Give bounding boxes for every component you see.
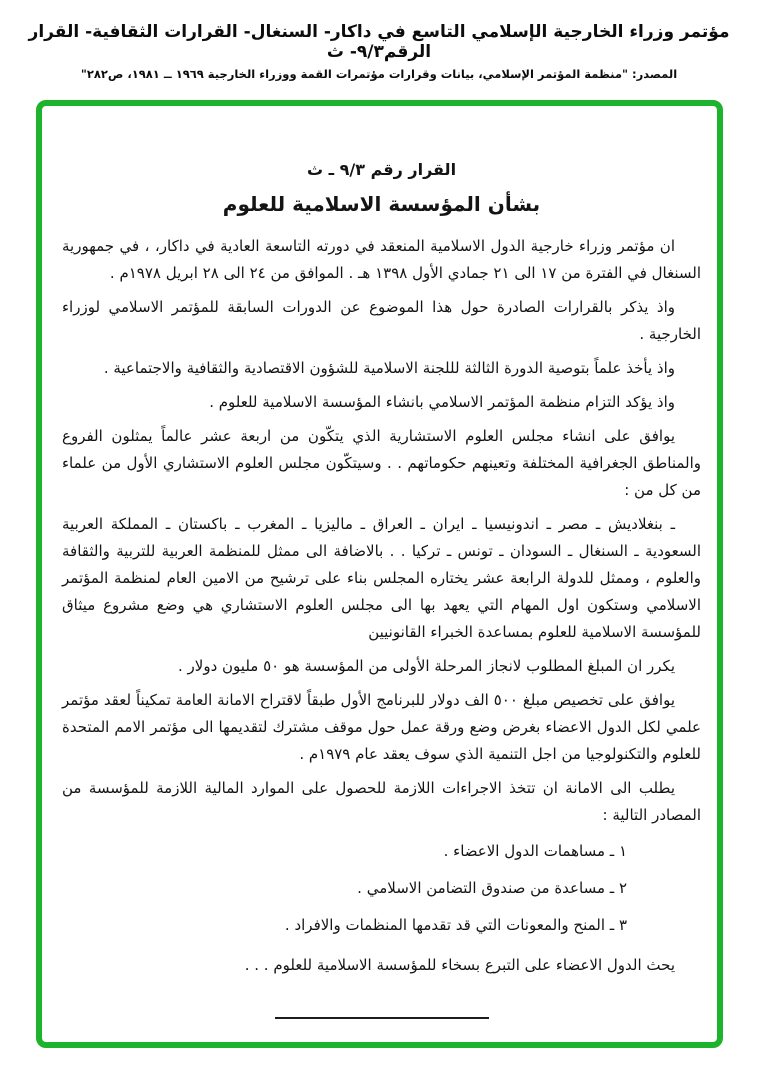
list-item-solidarity-fund: ٢ ـ مساعدة من صندوق التضامن الاسلامي .: [357, 879, 627, 897]
divider-line: [275, 1017, 489, 1019]
paragraph-approves-council: يوافق على انشاء مجلس العلوم الاستشارية الذي يتكّون من اربعة عشر عالماً يمثلون الفروع والمناطق الجغرافية المختلفة وتعينهم حكوماتهم . . وسيتكّون مجلس العلوم الاستشاري الأول من علماء من كل من :: [62, 427, 701, 499]
funding-sources-list: [62, 841, 627, 935]
citation-line: مؤتمر وزراء الخارجية الإسلامي التاسع في داكار- السنغال- القرارات الثقافية- القرار الرقم٩/٣- ث: [28, 22, 730, 62]
source-line: المصدر: "منظمة المؤتمر الإسلامي، بيانات وقرارات مؤتمرات القمة ووزراء الخارجية ١٩٦٩ ــ ١٩٨١، ص٢٨٢": [80, 67, 678, 81]
document-frame: [36, 100, 723, 1048]
paragraph-noting-recommendation: واذ يأخذ علماً بتوصية الدورة الثالثة لللجنة الاسلامية للشؤون الاقتصادية والثقافية والاجتماعية .: [103, 359, 675, 377]
list-item-grants-donations: ٣ ـ المنح والمعونات التي قد تقدمها المنظمات والافراد .: [284, 916, 627, 934]
document-body: [42, 106, 717, 1019]
paragraph-recalling-resolutions: واذ يذكر بالقرارات الصادرة حول هذا الموضوع عن الدورات السابقة للمؤتمر الاسلامي لوزراء الخارجية .: [62, 298, 701, 343]
closing-paragraph: يحث الدول الاعضاء على التبرع بسخاء للمؤسسة الاسلامية للعلوم . . .: [244, 956, 675, 974]
resolution-title: بشأن المؤسسة الاسلامية للعلوم: [222, 192, 541, 216]
paragraph-preamble-session: ان مؤتمر وزراء خارجية الدول الاسلامية المنعقد في دورته التاسعة العادية في داكار، ، في جمهورية السنغال في الفترة من ١٧ الى ٢١ جمادي الأول ١٣٩٨ هـ . الموافق من ٢٤ الى ٢٨ ابريل ١٩٧٨م .: [62, 237, 701, 282]
resolution-number: القرار رقم ٩/٣ ـ ث: [306, 160, 457, 179]
list-item-member-contributions: ١ ـ مساهمات الدول الاعضاء .: [443, 842, 627, 860]
paragraph-budget-allocation: يوافق على تخصيص مبلغ ٥٠٠ الف دولار للبرنامج الأول طبقاً لاقتراح الامانة العامة تمكيناً لعقد مؤتمر علمي لكل الدول الاعضاء بغرض وضع ورقة عمل حول موقف مشترك لتقديمها الى مؤتمر الامم المتحدة للعلوم والتكنولوجيا من اجل التنمية الذي سوف يعقد عام ١٩٧٩م .: [62, 691, 701, 763]
paragraph-requests-secretariat: يطلب الى الامانة ان تتخذ الاجراءات اللازمة للحصول على الموارد المالية اللازمة للمؤسسة من المصادر التالية :: [62, 779, 701, 824]
paragraph-affirming-commitment: واذ يؤكد التزام منظمة المؤتمر الاسلامي بانشاء المؤسسة الاسلامية للعلوم .: [209, 393, 675, 411]
paragraph-required-amount: يكرر ان المبلغ المطلوب لانجاز المرحلة الأولى من المؤسسة هو ٥٠ مليون دولار .: [178, 657, 675, 675]
header-citation: [0, 22, 758, 81]
paragraph-member-countries: ـ بنغلاديش ـ مصر ـ اندونيسيا ـ ايران ـ العراق ـ ماليزيا ـ المغرب ـ باكستان ـ المملكة العربية السعودية ـ السنغال ـ السودان ـ تونس ـ تركيا . . بالاضافة الى ممثل للمنظمة العربية للتربية والثقافة والعلوم ، وممثل للدولة الرابعة عشر يختاره المجلس بناء على ترشيح من الامين العام لمنظمة المؤتمر الاسلامي وستكون اول المهام التي يعهد بها الى مجلس العلوم الاستشاري هي وضع مشروع ميثاق للمؤسسة الاسلامية للعلوم بمساعدة الخبراء القانونيين: [62, 515, 701, 641]
